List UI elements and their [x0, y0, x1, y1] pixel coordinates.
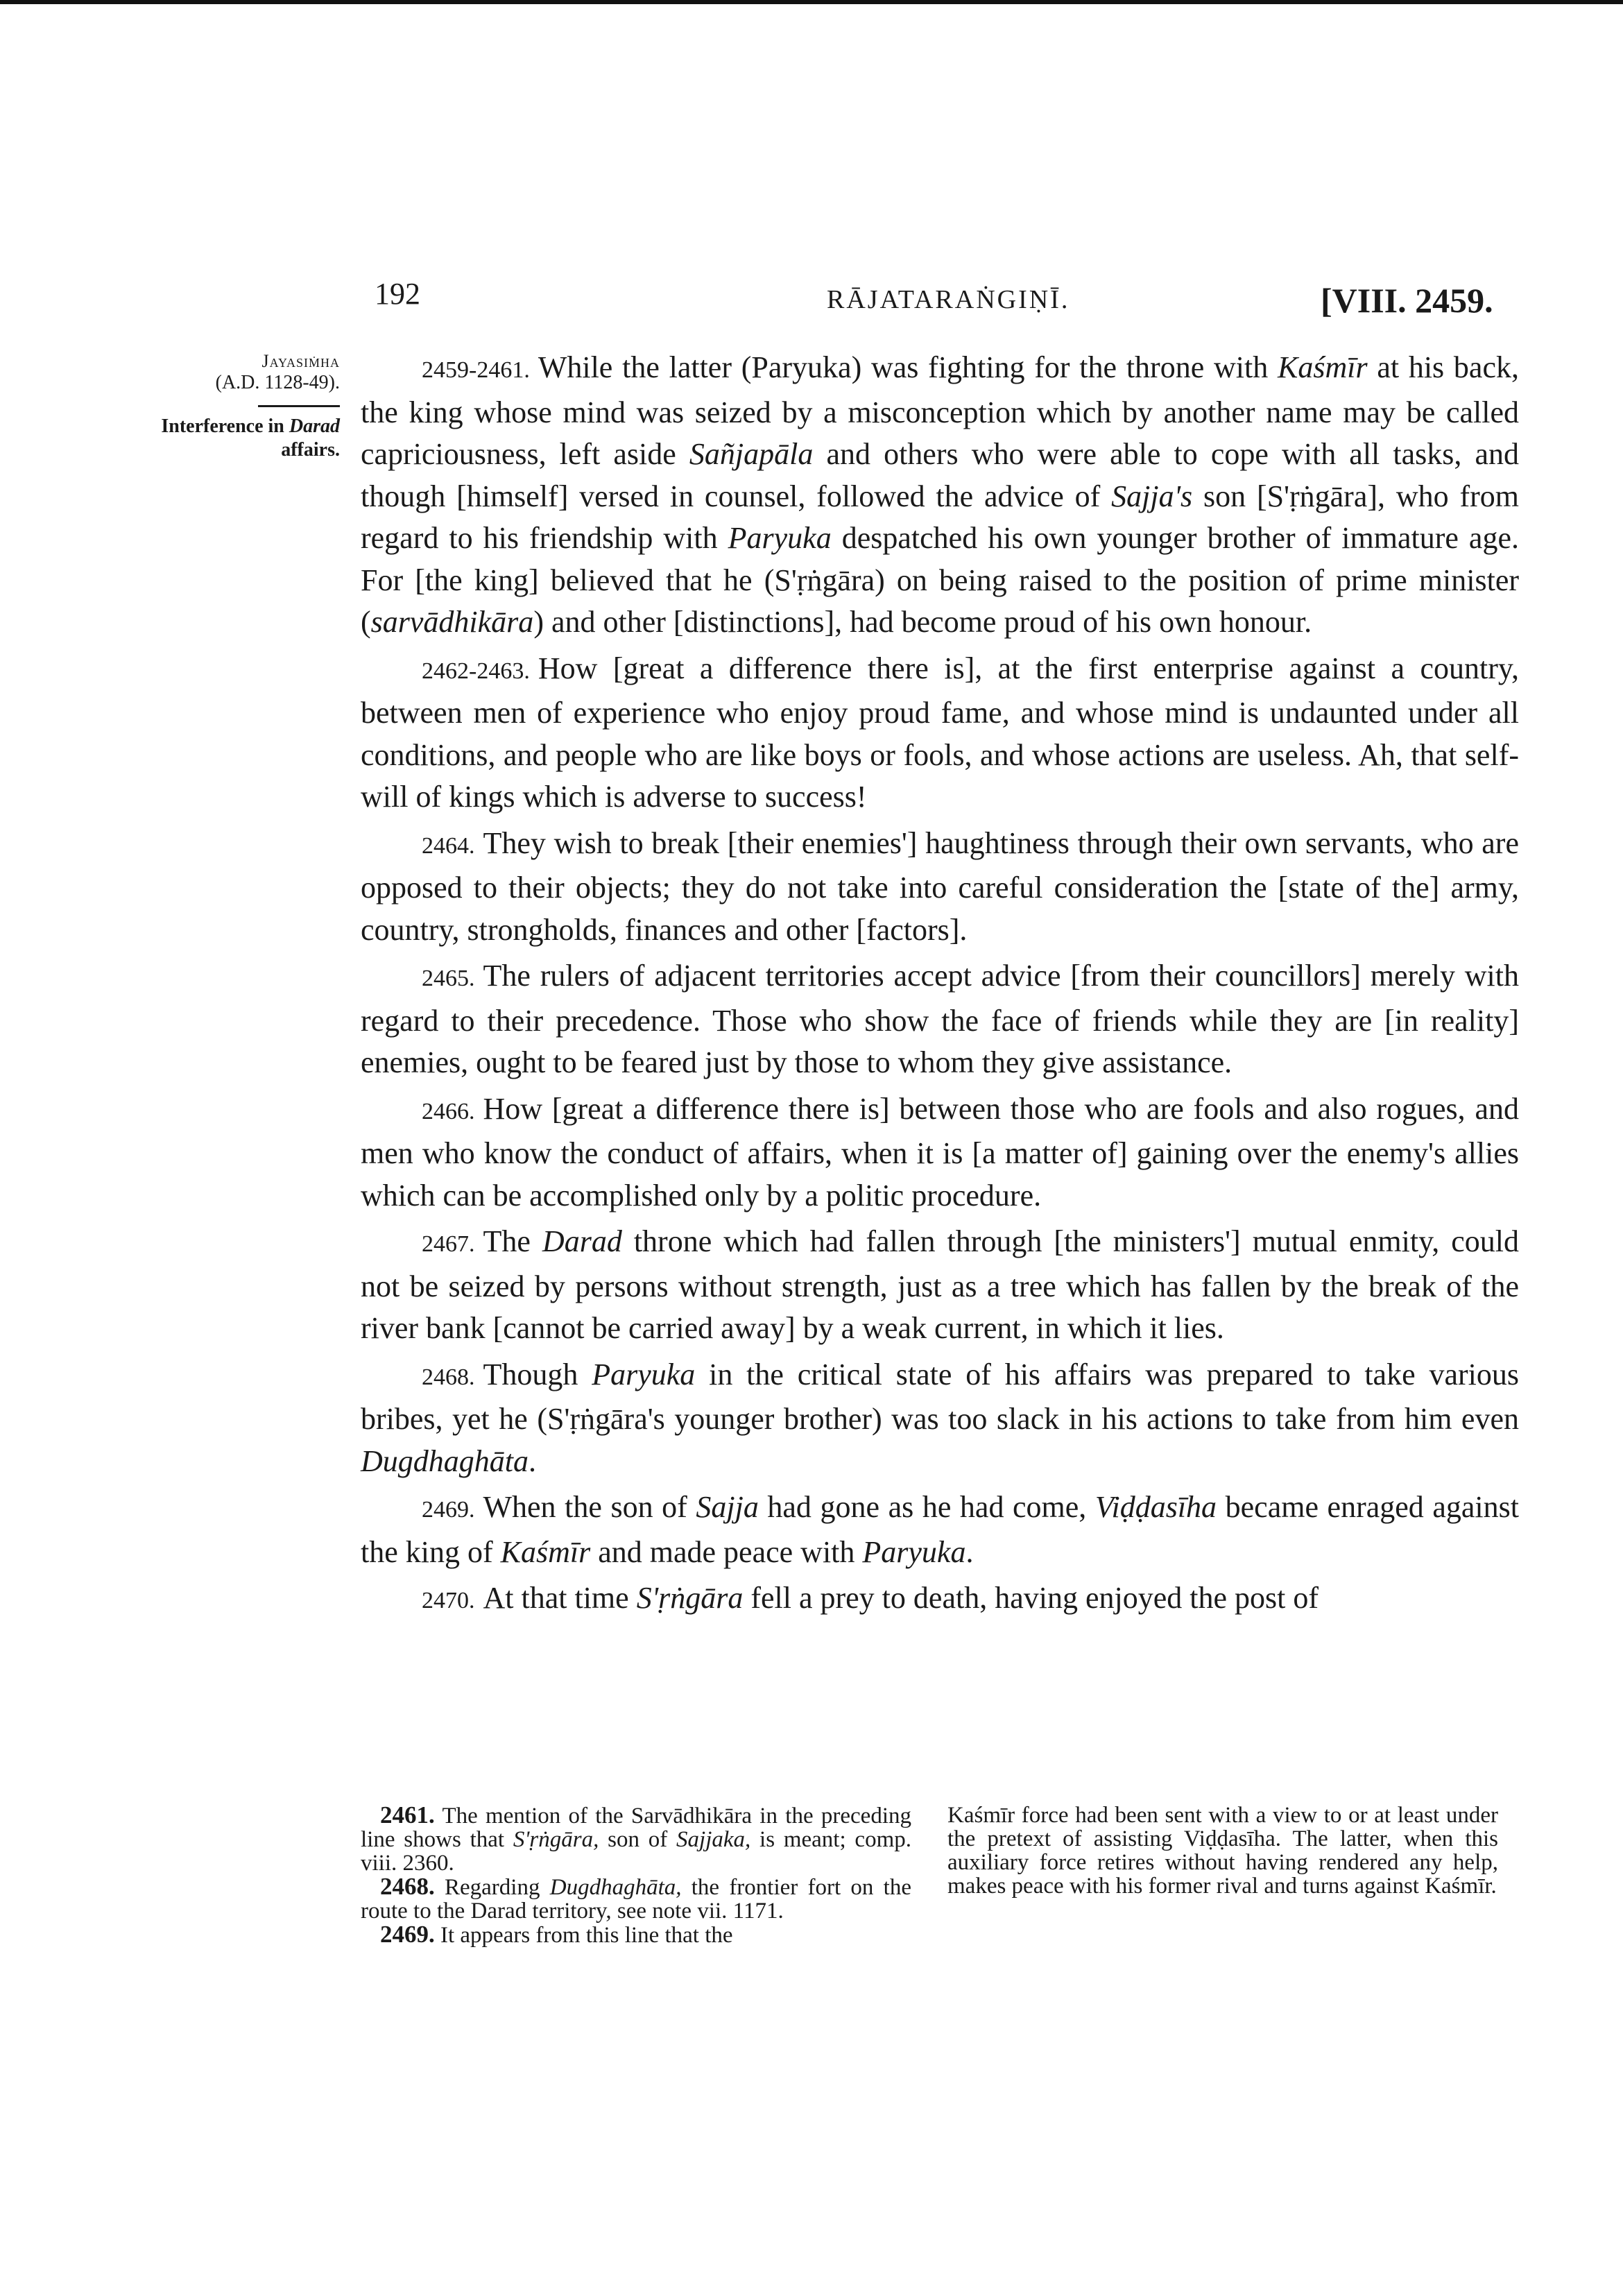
paragraph-2470: 2470. At that time S'ṛṅgāra fell a prey to death, having enjoyed the post of	[422, 1581, 1319, 1615]
margin-reign-heading	[118, 351, 340, 462]
paragraph-2459-2461: 2459-2461. While the latter (Paryuka) was fighting for the throne with Kaśmīr at his back, the king whose mind was seized by a misconception which by another name may be called capriciousness, left aside Sañjapāla and others who were able to cope with all tasks, and though [himself] versed in counsel, followed the advice of Sajja's son [S'ṛṅgāra], who from regard to his friendship with Paryuka despatched his own younger brother of immature age. For [the king] believed that he (S'ṛṅgāra) on being raised to the position of prime minister (sarvādhikāra) and other [distinctions], had become proud of his own honour.	[361, 350, 1519, 639]
main-text	[361, 347, 1519, 1627]
paragraph-2467: 2467. The Darad throne which had fallen through [the ministers'] mutual enmity, could not be seized by persons without strength, just as a tree which has fallen by the break of the river bank [cannot be carried away] by a weak current, in which it lies.	[361, 1224, 1520, 1345]
margin-topic-note: Interference in Darad affairs.	[161, 415, 340, 461]
section-reference: [VIII. 2459.	[1321, 281, 1493, 320]
footnotes	[361, 1801, 1498, 1948]
paragraph-2466: 2466. How [great a difference there is] between those who are fools and also rogues, and men who know the conduct of affairs, when it is [a matter of] gaining over the enemy's allies which can be accomplished only by a politic procedure.	[361, 1091, 1519, 1213]
footnote-column-left	[361, 1801, 911, 1948]
margin-reign-date: (A.D. 1128-49).	[215, 372, 340, 393]
top-border-line	[0, 0, 1623, 4]
paragraph-2465: 2465. The rulers of adjacent territories accept advice [from their councillors] merely with regard to their precedence. Those who show the face of friends while they are [in reality] enemies, ought to be feared just by those to whom they give assistance.	[361, 959, 1519, 1079]
footnote-2469-continued: Kaśmīr force had been sent with a view to or at least under the pretext of assisting Viḍḍasīha. The latter, when this auxiliary force retires without having rendered any help, makes peace with his former rival and turns against Kaśmīr.	[947, 1803, 1498, 1899]
running-title: RĀJATARAṄGIṆĪ.	[827, 285, 1070, 314]
footnote-2468: 2468. Regarding Dugdhaghāta, the frontier fort on the route to the Darad territory, see note vii. 1171.	[361, 1873, 911, 1924]
page-number: 192	[375, 277, 420, 311]
paragraph-2462-2463: 2462-2463. How [great a difference there is], at the first enterprise against a country, between men of experience who enjoy proud fame, and whose mind is undaunted under all conditions, and people who are like boys or fools, and whose actions are useless. Ah, that self-will of kings which is adverse to success!	[361, 651, 1519, 814]
paragraph-2464: 2464. They wish to break [their enemies'] haughtiness through their own servants, who are opposed to their objects; they do not take into careful consideration the [state of the] army, country, strongholds, finances and other [factors].	[361, 825, 1519, 947]
paragraph-2469: 2469. When the son of Sajja had gone as he had come, Viḍḍasīha became enraged against the king of Kaśmīr and made peace with Paryuka.	[361, 1490, 1519, 1569]
footnote-2461: 2461. The mention of the Sarvādhikāra in the preceding line shows that S'ṛṅgāra, son of Sajjaka, is meant; comp. viii. 2360.	[361, 1801, 911, 1876]
footnote-column-right	[947, 1804, 1498, 1947]
margin-king-name: Jayasiṁha	[261, 351, 340, 371]
paragraph-2468: 2468. Though Paryuka in the critical state of his affairs was prepared to take various bribes, yet he (S'ṛṅgāra's younger brother) was too slack in his actions to take from him even Dugdhaghāta.	[361, 1357, 1519, 1478]
footnote-2469: 2469. It appears from this line that the	[380, 1921, 733, 1948]
margin-divider	[258, 405, 340, 407]
